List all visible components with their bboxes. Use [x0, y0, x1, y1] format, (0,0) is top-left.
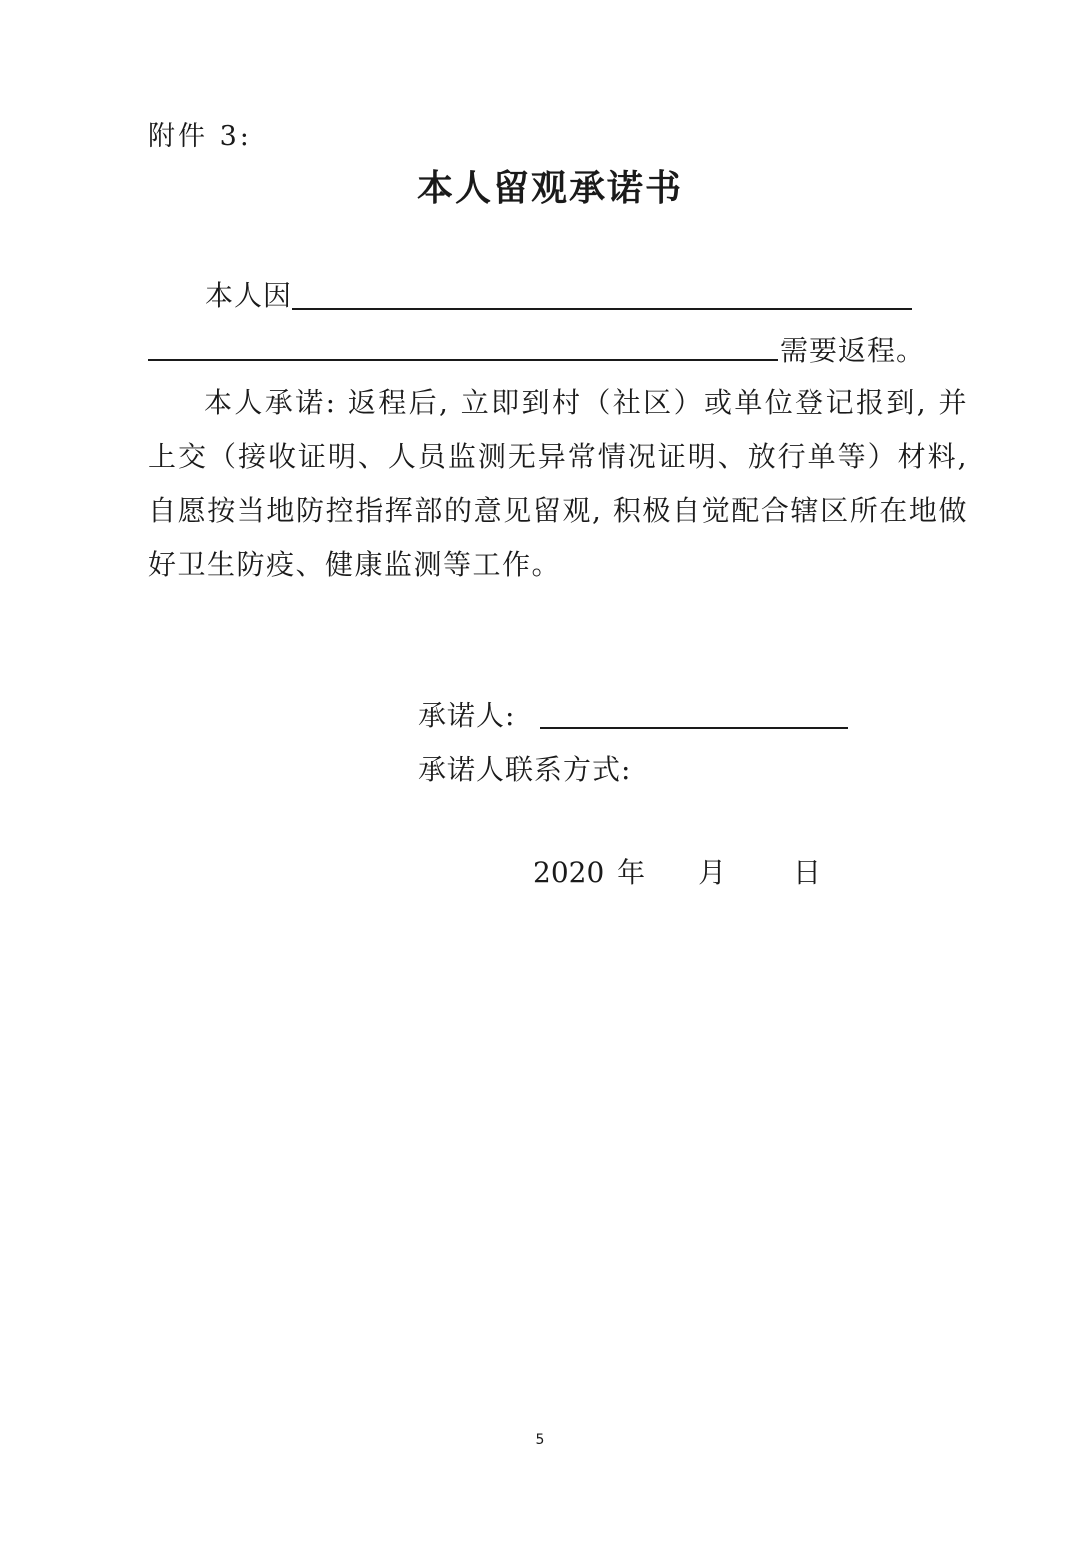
reason-prefix: 本人因 [205, 279, 293, 312]
contact-label: 承诺人联系方式: [418, 753, 632, 786]
signer-blank-line[interactable] [540, 727, 848, 729]
date-day-unit: 日 [793, 856, 822, 889]
commitment-paragraph: 本人承诺: 返程后, 立即到村（社区）或单位登记报到, 并上交（接收证明、人员监测无异常情况证明、放行单等）材料, 自愿按当地防控指挥部的意见留观, 积极自觉配合辖区所在地做好卫生防疫、健康监测等工作。 [148, 386, 968, 581]
return-suffix: 需要返程。 [780, 334, 926, 367]
page-number: 5 [535, 1432, 545, 1448]
signer-label: 承诺人: [418, 699, 516, 732]
date-line [533, 851, 821, 891]
date-month-unit: 月 [698, 856, 727, 889]
date-year: 2020 [533, 856, 605, 889]
reason-blank-line-2[interactable] [148, 359, 778, 361]
document-title: 本人留观承诺书 [416, 168, 683, 209]
date-year-unit: 年 [617, 856, 646, 889]
attachment-label: 附件 3: [148, 121, 252, 152]
reason-blank-line-1[interactable] [292, 308, 912, 310]
